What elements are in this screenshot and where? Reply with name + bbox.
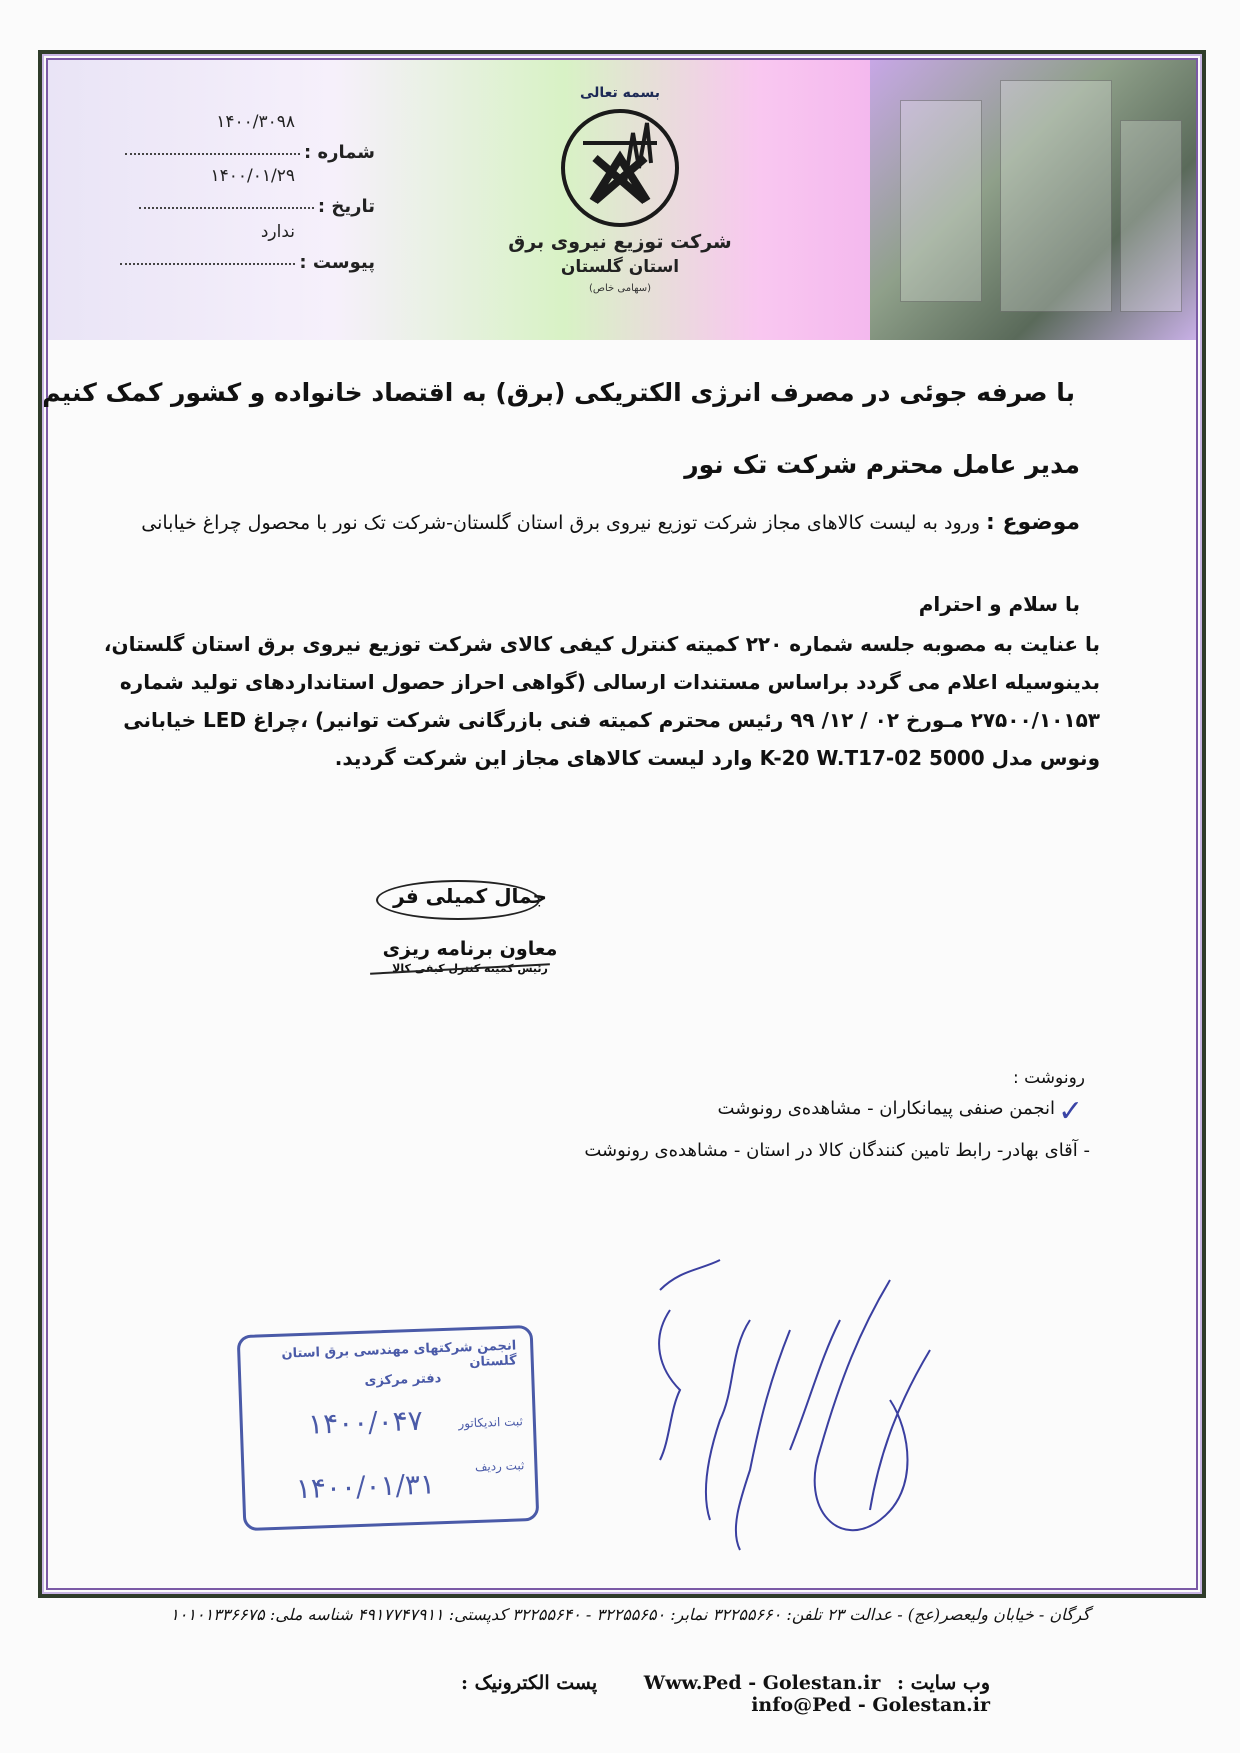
- org-name: شرکت توزیع نیروی برق: [508, 231, 732, 253]
- besmellah: بسمه تعالی: [579, 85, 661, 101]
- signatory-subtitle: رئیس کمیته کنترل کیفی کالا: [392, 962, 548, 975]
- letter-body: با عنایت به مصوبه جلسه شماره ۲۲۰ کمیته کنترل کیفی کالای شرکت توزیع نیروی برق استان گلستان، بدینوسیله اعلام می گردد براساس مستندات ارسالی (گواهی احراز حصول استانداردهای تولید شماره ۲۷۵۰۰/۱۰۱۵۳ مـورخ ۰۲ / ۱۲/ ۹۹ رئیس محترم کمیته فنی بازرگانی شرکت توانیر) ،چراغ LED خیابانی ونوس مدل 5000 K-20 W.T17-02 وارد لیست کالاهای مجاز این شرکت گردید.: [103, 632, 1100, 770]
- addressee: مدیر عامل محترم شرکت تک نور: [684, 450, 1080, 479]
- letter-meta: [110, 112, 375, 272]
- cc-item: انجمن صنفی پیمانکاران - مشاهده‌ی رونوشت: [717, 1098, 1055, 1119]
- stamp-office: دفتر مرکزی: [364, 1371, 442, 1389]
- letter-number: ۱۴۰۰/۳۰۹۸: [216, 112, 295, 132]
- letter-attachment: ندارد: [260, 222, 295, 242]
- company-logo-block: [505, 85, 735, 294]
- signature-block: [370, 880, 570, 1000]
- signatory-name: جمال کمیلی فر: [393, 884, 547, 908]
- registration-stamp: [237, 1325, 540, 1531]
- stamp-indicator-value: ۱۴۰۰/۰۴۷: [307, 1403, 424, 1441]
- website-link[interactable]: Www.Ped - Golestan.ir: [643, 1672, 881, 1694]
- letter-number-label: شماره :: [304, 142, 375, 163]
- checkmark-icon: ✓: [1058, 1094, 1084, 1129]
- signature-mark: [376, 880, 540, 920]
- letter-attachment-label: پیوست :: [299, 252, 375, 273]
- stamp-row-value: ۱۴۰۰/۰۱/۳۱: [295, 1467, 436, 1506]
- email-label: پست الکترونیک :: [460, 1672, 598, 1694]
- lightning-icon: [565, 113, 675, 223]
- org-region: استان گلستان: [560, 257, 680, 277]
- handwritten-note: [640, 1250, 950, 1570]
- stamp-row-label: ثبت ردیف: [474, 1458, 525, 1474]
- cc-title: رونوشت :: [1012, 1068, 1085, 1088]
- subject-line: [120, 510, 1080, 535]
- email-link[interactable]: info@Ped - Golestan.ir: [751, 1694, 990, 1716]
- letter-date-label: تاریخ :: [317, 196, 375, 217]
- footer-address: گرگان - خیابان ولیعصر(عج) - عدالت ۲۳ تلفن: ۳۲۲۵۵۶۶۰ نمابر: ۳۲۲۵۵۶۵۰ - ۳۲۲۵۵۶۴۰ کدپستی: ۴۹۱۷۷۴۷۹۱۱ شناسه ملی: ۱۰۱۰۱۳۳۶۶۷۵: [170, 1605, 1090, 1624]
- greeting: با سلام و احترام: [918, 592, 1080, 616]
- slogan: با صرفه جوئی در مصرف انرژی الکتریکی (برق) به اقتصاد خانواده و کشور کمک کنیم: [42, 378, 1075, 407]
- company-logo-icon: [561, 109, 679, 227]
- stamp-org: انجمن شرکتهای مهندسی برق استان گلستان: [281, 1338, 518, 1371]
- subject-text: ورود به لیست کالاهای مجاز شرکت توزیع نیروی برق استان گلستان-شرکت تک نور با محصول چراغ خیابانی: [141, 512, 980, 534]
- org-note: (سهامی خاص): [588, 283, 652, 294]
- website-label: وب سایت :: [897, 1672, 990, 1694]
- signatory-title: معاون برنامه ریزی: [382, 938, 558, 960]
- cc-item: - آقای بهادر- رابط تامین کنندگان کالا در استان - مشاهده‌ی رونوشت: [584, 1140, 1090, 1161]
- letter-date: ۱۴۰۰/۰۱/۲۹: [210, 166, 295, 186]
- footer-contacts: [290, 1672, 990, 1716]
- subject-label: موضوع :: [986, 510, 1080, 535]
- stamp-indicator-label: ثبت اندیکاتور: [458, 1414, 524, 1431]
